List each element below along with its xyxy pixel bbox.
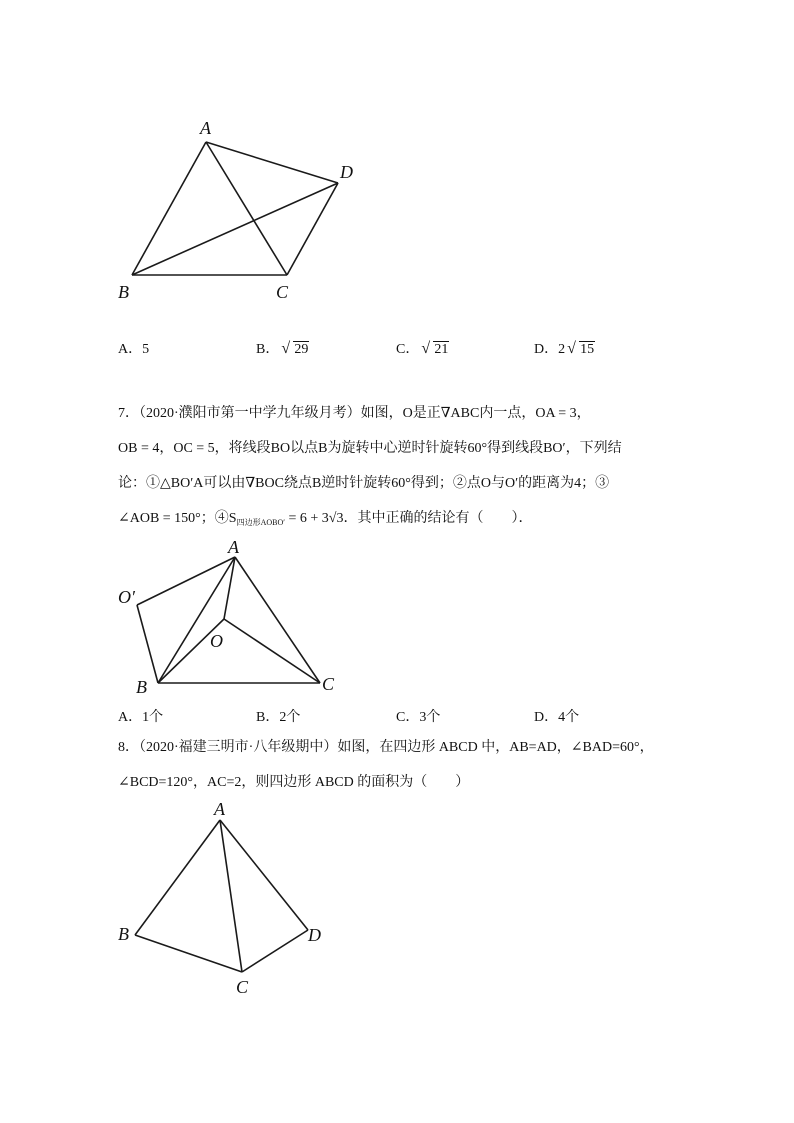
q6-option-c: C．√ 21 bbox=[396, 338, 449, 358]
segment-ab bbox=[132, 142, 206, 275]
sqrt-symbol: √ 29 bbox=[281, 342, 309, 358]
q6-option-d: D．2√ 15 bbox=[534, 338, 595, 358]
question-7 bbox=[118, 396, 678, 540]
segment-ac bbox=[206, 142, 287, 275]
q7-option-a: A．1个 bbox=[118, 710, 164, 725]
figure-1-quadrilateral bbox=[110, 110, 370, 310]
segment-ab bbox=[135, 820, 220, 935]
q7-option-b: B．2个 bbox=[256, 710, 301, 725]
label-a: A bbox=[214, 799, 225, 819]
q7-line-3: 论：①△BO′A可以由∇BOC绕点B逆时针旋转60°得到；②点O与O′的距离为4；③ bbox=[118, 476, 610, 491]
segment-co bbox=[224, 619, 320, 683]
label-c: C bbox=[236, 977, 249, 997]
q8-line-2: ∠BCD=120°，AC=2，则四边形 ABCD 的面积为（ ） bbox=[118, 775, 470, 790]
segment-cd bbox=[287, 183, 338, 275]
segment-bd bbox=[132, 183, 338, 275]
q6-options bbox=[118, 338, 718, 360]
q6-option-b: B．√ 29 bbox=[256, 338, 309, 358]
label-a: A bbox=[200, 118, 211, 138]
segment-cd bbox=[242, 930, 308, 972]
figure-3-lines bbox=[135, 820, 308, 972]
question-8 bbox=[118, 730, 678, 800]
label-d: D bbox=[340, 162, 353, 182]
q8-line-1: 8．（2020·福建三明市·八年级期中）如图，在四边形 ABCD 中，AB=AD，∠BAD=60°， bbox=[118, 740, 654, 755]
segment-bc bbox=[135, 935, 242, 972]
q6-option-a: A．5 bbox=[118, 342, 150, 357]
q7-options bbox=[118, 706, 718, 728]
label-b: B bbox=[136, 677, 147, 697]
sqrt-symbol: √ 15 bbox=[567, 342, 595, 358]
q7-line-2: OB = 4，OC = 5，将线段BO以点B为旋转中心逆时针旋转60°得到线段BO′，下列结 bbox=[118, 441, 622, 456]
label-b: B bbox=[118, 282, 129, 302]
label-c: C bbox=[276, 282, 289, 302]
q7-line-4: ∠AOB = 150°；$④S_{四边形AOBO'} = 6 + 3√3$．其中正确的结论有（ ）． bbox=[118, 511, 533, 527]
figure-2-lines bbox=[137, 557, 320, 683]
q7-line-1: 7．（2020·濮阳市第一中学九年级月考）如图，O是正∇ABC内一点，OA = 3， bbox=[118, 406, 591, 421]
segment-ac bbox=[235, 557, 320, 683]
q7-option-c: C．3个 bbox=[396, 710, 441, 725]
label-o-prime: O′ bbox=[118, 587, 135, 607]
figure-2-triangle bbox=[110, 535, 360, 700]
figure-3-quadrilateral bbox=[110, 795, 340, 1000]
q7-option-d: D．4个 bbox=[534, 710, 580, 725]
segment-bo-prime bbox=[137, 605, 158, 683]
label-d: D bbox=[308, 925, 321, 945]
segment-ad bbox=[206, 142, 338, 183]
label-c: C bbox=[322, 674, 335, 694]
label-o: O bbox=[210, 631, 223, 651]
sqrt-symbol: √ 21 bbox=[421, 342, 449, 358]
label-a: A bbox=[228, 537, 239, 557]
figure-1-lines bbox=[132, 142, 338, 275]
label-b: B bbox=[118, 924, 129, 944]
